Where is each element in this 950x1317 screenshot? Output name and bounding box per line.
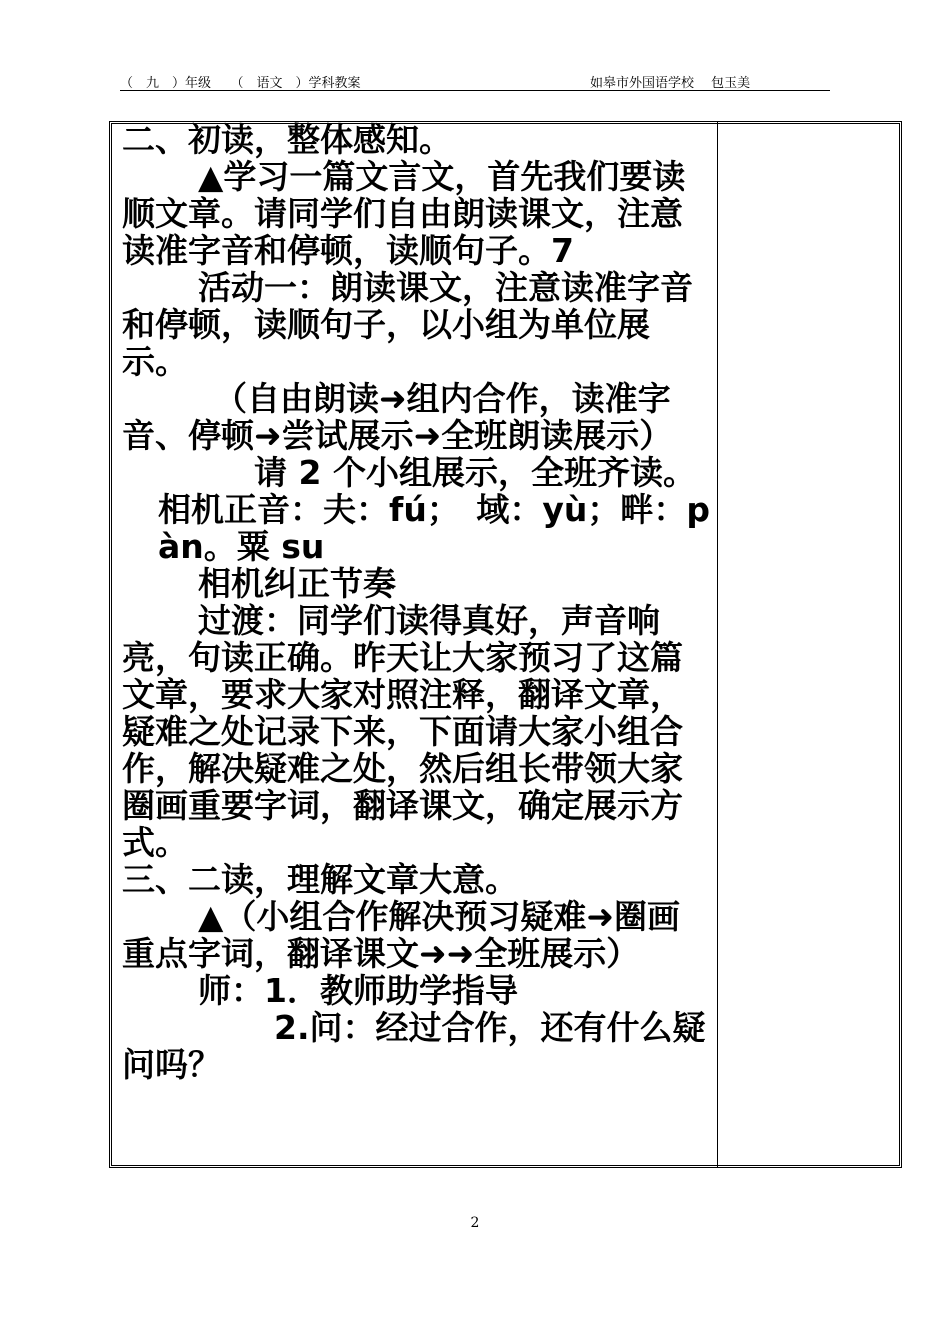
paragraph-activity-one: 活动一：朗读课文，注意读准字音和停顿，读顺句子，以小组为单位展示。 [122, 268, 693, 381]
header-school-teacher: 如皋市外国语学校 包玉美 [590, 76, 751, 91]
section-heading-first-reading: 二、初读，整体感知。 [122, 120, 452, 159]
page-header [120, 70, 830, 91]
page-number: 2 [470, 1215, 480, 1231]
paragraph-pronunciation: 相机正音：夫：fú； 域：yù；畔：pàn。粟 su [158, 490, 710, 566]
paragraph-transition: 过渡：同学们读得真好，声音响亮，句读正确。昨天让大家预习了这篇文章，要求大家对照注释，翻译文章，疑难之处记录下来，下面请大家小组合作，解决疑难之处，然后组长带领大家圈画重要字词，翻译课文，确定展示方式。 [122, 601, 683, 862]
paragraph-question: 2.问：经过合作，还有什么疑问吗？ [122, 1008, 706, 1084]
paragraph-read-intro: ▲学习一篇文言文，首先我们要读顺文章。请同学们自由朗读课文，注意读准字音和停顿，读顺句子。7 [122, 157, 686, 270]
lesson-content [122, 121, 712, 1083]
paragraph-reading-flow: （自由朗读➜组内合作，读准字音、停顿➜尝试展示➜全班朗读展示） [122, 379, 673, 455]
paragraph-group-show: 请 2 个小组展示，全班齐读。 [254, 453, 696, 492]
header-grade-subject: （ 九 ）年级 （ 语文 ）学科教案 [120, 76, 361, 91]
table-column-divider [717, 121, 718, 1168]
paragraph-teacher-guide: 师：1．教师助学指导 [198, 971, 518, 1010]
section-heading-second-reading: 三、二读，理解文章大意。 [122, 860, 518, 899]
paragraph-rhythm: 相机纠正节奏 [198, 564, 396, 603]
paragraph-group-cooperation: ▲（小组合作解决预习疑难➜圈画重点字词，翻译课文➜➜全班展示） [122, 897, 681, 973]
